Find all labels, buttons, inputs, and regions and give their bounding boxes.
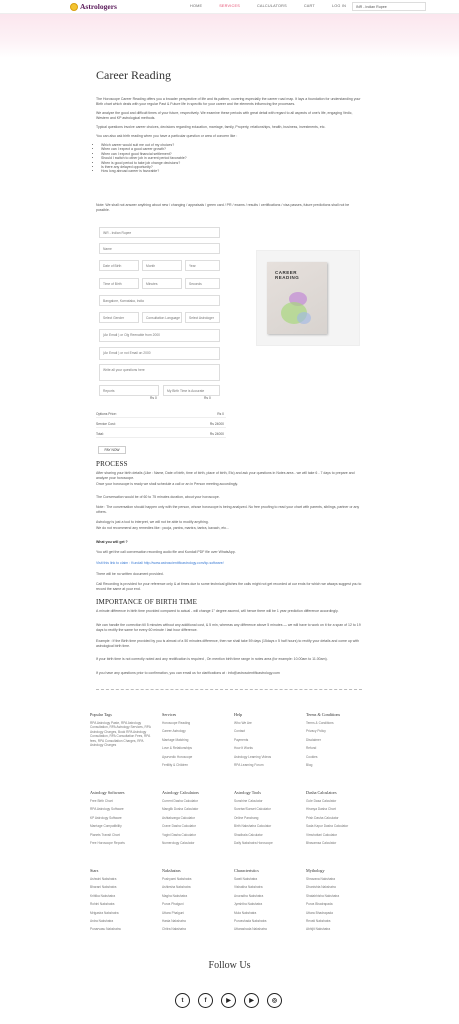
logo-icon [70,3,78,11]
hero-banner [0,14,459,58]
footer-link[interactable]: KP Astrology Software [90,815,122,820]
footer-column [234,868,300,936]
process-text: Note : The conversation should happen only with the person, whose horoscope is being analyzed. No free proofing to read your chart with parents, siblings, partner or any others. [96,505,360,514]
birth-text: If you have any questions prior to confirmation, you can email us for clarifications at : info@astroscientificastrology.com [96,671,280,675]
footer-link[interactable]: Fertility & Children [162,763,189,768]
nav-services[interactable]: SERVICES [219,4,240,8]
process-text: Call Recording is provided for your reference only & at times due to some technical glitches the calls might not get recorded at our ends for which we always suggest you to record the same at your end. [96,582,362,591]
process-text: Once your horoscope is ready we shall schedule a call or an in Person meeting accordingly. [96,482,238,486]
footer-link[interactable]: Purva Bhadrapada [306,902,333,907]
footer-link[interactable]: Contact [234,729,245,734]
list-item: • Is there any delayed opportunity? [101,165,187,169]
list-item: • How long abroad career is favorable? [101,169,187,173]
footer-link[interactable]: Manglik Dosha Calculator [162,807,199,812]
footer-link[interactable]: Shravana Nakshatra [306,877,336,881]
facebook-icon[interactable]: f [198,993,213,1008]
dob-year-select[interactable]: Year [185,260,220,271]
footer-link[interactable]: Free Horoscope Reports [90,841,125,846]
nav-cart[interactable]: CART [303,4,315,8]
footer-column [162,790,228,849]
footer-heading: Popular Tags [90,712,112,717]
footer-heading: Help [234,712,243,717]
process-text: The Conversation would be of 60 to 75 minutes duration, about your horoscope. [96,495,220,499]
footer-column [162,868,228,936]
footer-link[interactable]: Pushyami Nakshatra [162,877,192,881]
list-item: • When is good period to take job change decisions? [101,161,187,165]
list-item: • When can I expect good financial settlement? [101,152,187,156]
footer-link[interactable]: Astrology Learning Videos [234,754,272,759]
youtube-icon-2[interactable]: ▶ [244,993,259,1008]
footer-link[interactable]: Disclaimer [306,737,321,742]
footer-link[interactable]: Sada Kapur Dasha Calculator [306,824,349,829]
footer-link[interactable]: Yogini Dasha Calculator [162,832,196,837]
footer-column [306,712,372,771]
footer-link[interactable]: Daily Nakshatra Horoscope [234,841,273,846]
gender-select[interactable]: Select Gender [99,312,139,323]
option-amount-2: Rs 0 [204,396,211,400]
footer-link[interactable]: Abhijit Nakshatra [306,927,331,932]
questions-textarea[interactable]: Write all your questions here [99,364,220,381]
process-text: After sharing your birth details (Like : Name, Date of birth, time of birth, place of birth, Etc) and ask your questions in Notes area - we will take 6 - 7 days to prepare and analyze your horoscope. [96,471,355,480]
name-field[interactable]: Name [99,243,220,254]
footer-link[interactable]: Uttara Bhadrapada [306,910,333,915]
intro-text: Typical questions involve career choices, decisions regarding education, marriage, family, Property, relationships, health, business, investments, etc. [96,125,326,129]
follow-us-heading: Follow Us [208,960,251,971]
footer-link[interactable]: Crane Dasha Calculator [162,824,197,829]
footer-link[interactable]: RPA Astrology Software [90,807,124,812]
birth-time-heading: IMPORTANCE OF BIRTH TIME [96,598,198,606]
footer-link[interactable]: Love & Relationships [162,746,192,751]
footer-heading: Stars [90,868,99,873]
footer-link[interactable]: Sunrise/Sunset Calculator [234,807,271,812]
logo[interactable]: Astrologers [70,2,117,11]
table-row: Total: Rs 24000 [96,432,224,436]
footer-link[interactable]: Rohini Nakshatra [90,902,115,907]
intro-text: The Horoscope Career Reading offers you a broader perspective of life and its pattern, covering especially the career road map. It lays a foundation for understanding your Birth chart which deals with your regular Past & Future life in specific for your career and the elements influencing the processes. [96,97,361,106]
footer-column [306,790,372,849]
tob-second-select[interactable]: Seconds [185,278,220,289]
footer-link[interactable]: Purva Phalguni [162,902,184,907]
footer-links [306,721,372,767]
footer-link[interactable]: Swati Nakshatra [234,877,258,881]
footer-link[interactable]: Revati Nakshatra [306,919,331,924]
footer-links [234,877,300,932]
main-nav [190,4,363,8]
footer-link[interactable]: Career Astrology [162,729,186,734]
footer-link[interactable]: Shatabhisha Nakshatra [306,893,340,898]
footer-links [162,877,228,932]
process-text: You will get the call conversation recording audio file and Kundali PDF file over WhatsApp. [96,550,236,554]
question-list [101,143,187,174]
birth-text: Example : If the Birth time provided by you is almost of a 50 minutes difference, then we shall take 59 days (15days x 5 half hours) to rectify your details and come up with astrological birth time. [96,639,359,648]
birth-time-select[interactable]: My Birth Time is Accurate [163,385,220,396]
footer-link[interactable]: Numerology Calculator [162,841,195,846]
footer-link[interactable]: How It Works [234,746,253,751]
product-cover[interactable] [267,262,327,334]
birth-text: If your birth time is not correctly noted and any rectification is required , On mention birth time range in notes area (for example: 10.00am to 11.00am). [96,657,328,661]
birth-text: We can handle the correction till 5 minutes without any additional cost, & 5 min, whereas any difference above 5 minutes — we will have to work on it for a span of 12 to 19 days to rectify the same for every 60 minute / last hour difference. [96,623,361,632]
cover-art [297,312,311,324]
option-amount: Rs 0 [150,396,157,400]
footer-link[interactable]: Blog [306,763,313,768]
footer-link[interactable]: Ashtakvarga Calculator [162,815,195,820]
footer-column [162,712,228,771]
list-item: • Should I switch to other job in current period favorable? [101,156,187,160]
pricing-table [96,402,226,442]
footer-link[interactable]: Magha Nakshatra [162,893,188,898]
tob-hour-select[interactable]: Time of Birth [99,278,139,289]
page-title: Career Reading [96,68,171,82]
kundali-link[interactable]: Visit this link to claim : Kundali http://www.astroscientificastrology.com/kp-software/ [96,561,224,565]
footer-link[interactable]: Current Dasha Calculator [162,799,198,803]
process-text: We do not recommend any remedies like : pooja, yantra, mantra, tantra, kavach, etc... [96,526,229,530]
language-select[interactable]: Consultation Language [142,312,182,323]
footer-links [162,721,228,767]
list-item: • Which career would suit me out of my choices? [101,143,187,147]
footer-link[interactable]: Terms & Conditions [306,721,334,725]
footer-links [234,799,300,845]
footer-link[interactable]: Privacy Policy [306,729,326,734]
process-text: Astrology is just a tool to interpret, we will not be able to modify anything. [96,520,209,524]
footer-heading: Services [162,712,177,717]
footer-link[interactable]: Online Panchang [234,815,259,820]
footer-links [90,877,156,932]
footer-links [90,721,156,747]
footer-link[interactable]: Marriage Compatibility [90,824,122,829]
note-text: Note: We shall not answer anything about new / changing / appraisals / green card / PR / exams / results / certifications / visa passes, future predictions shall not be possible. [96,203,350,212]
footer-heading: Characteristics [234,868,259,873]
footer-link[interactable]: Refund [306,746,317,751]
footer-link[interactable]: Shadbala Calculator [234,832,263,837]
footer-link[interactable]: Hasta Nakshatra [162,919,186,924]
footer-link[interactable]: Punarvasu Nakshatra [90,927,121,932]
birth-text: A minute difference in birth time provided compared to actual - will change 1° degree ascend, will hence there will be 1 year prediction difference accordingly. [96,609,339,613]
footer-links [306,877,372,932]
youtube-icon[interactable]: ▶ [221,993,236,1008]
footer-link[interactable]: Marriage Matching [162,737,189,742]
footer-heading: Nakshatras [162,868,181,873]
cover-title: CAREER READING [275,270,300,280]
footer-link[interactable]: Prish Dasha Calculator [306,815,339,820]
footer-link[interactable]: Dhanishta Nakshatra [306,885,336,890]
footer-column [306,868,372,936]
footer-link[interactable]: Sunshine Calculator [234,799,263,803]
footer-link[interactable]: Vimshottari Calculator [306,832,338,837]
footer-column [90,712,156,751]
nav-login[interactable]: LOG IN [331,4,347,8]
footer-link[interactable]: Hiranya Dasha Chart [306,807,336,812]
process-text: There will be no written document provided. [96,572,164,576]
site-header [0,0,459,14]
footer-link[interactable]: Anuradha Nakshatra [234,893,264,898]
footer-link[interactable]: Jyeshtha Nakshatra [234,902,263,907]
pay-now-button[interactable]: PAY NOW [98,446,126,454]
footer-heading: Astrology Calculators [162,790,199,795]
footer-heading: Astrology Softwares [90,790,125,795]
footer-column [234,712,300,771]
footer-column [234,790,300,849]
footer-link[interactable]: RPA Learning Forum [234,763,264,768]
footer-heading: Astrology Tools [234,790,261,795]
table-row: Service Cost: Rs 24000 [96,422,224,426]
nav-home[interactable]: HOME [190,4,203,8]
list-item: • When can I expect a good career growth? [101,147,187,151]
footer-link[interactable]: Ashlesha Nakshatra [162,885,191,890]
section-divider [96,689,362,690]
footer-link[interactable]: Cookies [306,754,318,759]
nav-calculators[interactable]: CALCULATORS [256,4,287,8]
footer-link[interactable]: Mrigasira Nakshatra [90,910,119,915]
astrologer-select[interactable]: Select Astrologer [185,312,220,323]
tob-minute-select[interactable]: Minutes [142,278,182,289]
intro-text: You can also ask birth reading when you have a particular question or area of concern like : [96,134,238,138]
footer-link[interactable]: Ardra Nakshatra [90,919,114,924]
footer-link[interactable]: Horoscope Reading [162,721,191,725]
footer-column [90,868,156,936]
footer-link[interactable]: RPA Astrology Paste, RPA Astrology Consultation, RPA Astrology Services, RPA Astrology Charges, Book RPA Astrology Consultation, RPA Consultation Fees, RPA fees, RPA Consultation Charges, RPA Astrology Charges [90,721,151,748]
twitter-icon[interactable]: t [175,993,190,1008]
footer-links [90,799,156,845]
footer-links [234,721,300,767]
footer-links [162,799,228,845]
footer-link[interactable]: Uttarashada Nakshatra [234,927,267,932]
footer-heading: Dasha Calculators [306,790,337,795]
footer-link[interactable]: Bharani Nakshatra [90,885,117,890]
dob-day-select[interactable]: Date of Birth [99,260,139,271]
footer-link[interactable]: Gole Dasa Calculator [306,799,337,803]
footer-link[interactable]: Payments [234,737,249,742]
footer-link[interactable]: Krittika Nakshatra [90,893,116,898]
whatsapp-field[interactable]: (An Email ) or not Email on 2000 [99,347,220,360]
footer-column [90,790,156,849]
footer-link[interactable]: Purvashada Nakshatra [234,919,267,924]
table-row: Options Price: Rs 0 [96,412,224,416]
footer-link[interactable]: Free Birth Chart [90,799,113,803]
footer-link[interactable]: Chitra Nakshatra [162,927,186,932]
email-field[interactable]: (An Email ) or Cfg Reenable from 2000 [99,329,220,342]
footer-link[interactable]: Birth Nakshatra Calculator [234,824,272,829]
footer-heading: Mythology [306,868,325,873]
process-heading: PROCESS [96,460,128,468]
dob-month-select[interactable]: Month [142,260,182,271]
footer-link[interactable]: Uttara Phalguni [162,910,184,915]
footer-link[interactable]: Ashwini Nakshatra [90,877,117,881]
what-you-get-heading: What you will get ? [96,540,128,544]
footer-link[interactable]: Who We Are [234,721,252,725]
footer-heading: Terms & Conditions [306,712,341,717]
footer-link[interactable]: Ayurvedic Horoscope [162,754,193,759]
intro-text: We analyze the good and difficult times of your future, respectively. We examine these periods with great detail with regard to all aspects of one's life, engaging Vedic, Western and KP astrological methods. [96,111,353,120]
footer-link[interactable]: Bhavamsa Calculator [306,841,337,846]
reports-select[interactable]: Reports [99,385,159,396]
birth-city-field[interactable]: Bangalore, Karnataka, India [99,295,220,306]
currency-select[interactable]: INR - Indian Rupee [352,2,426,11]
footer-link[interactable]: Planets Transit Chart [90,832,120,837]
currency-field[interactable]: INR - Indian Rupee [99,227,220,238]
footer-link[interactable]: Vishakha Nakshatra [234,885,263,890]
footer-link[interactable]: Mula Nakshatra [234,910,257,915]
footer-links [306,799,372,845]
instagram-icon[interactable]: ◎ [267,993,282,1008]
